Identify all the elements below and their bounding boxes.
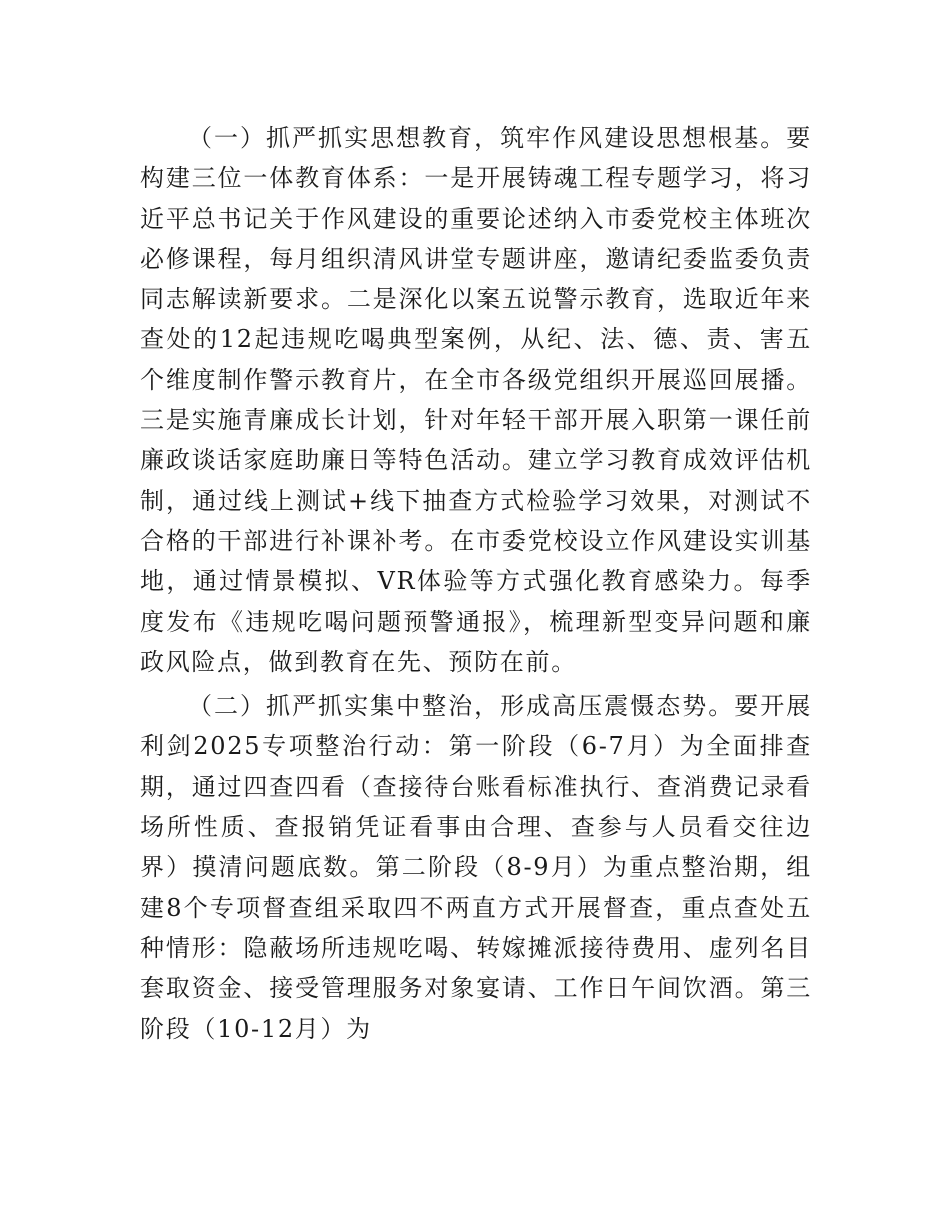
paragraph-1: （一）抓严抓实思想教育，筑牢作风建设思想根基。要构建三位一体教育体系：一是开展铸魂工程专题学习，将习近平总书记关于作风建设的重要论述纳入市委党校主体班次必修课程，每月组织清风讲堂专题讲座，邀请纪委监委负责同志解读新要求。二是深化以案五说警示教育，选取近年来查处的12起违规吃喝典型案例，从纪、法、德、责、害五个维度制作警示教育片，在全市各级党组织开展巡回展播。三是实施青廉成长计划，针对年轻干部开展入职第一课任前廉政谈话家庭助廉日等特色活动。建立学习教育成效评估机制，通过线上测试+线下抽查方式检验学习效果，对测试不合格的干部进行补课补考。在市委党校设立作风建设实训基地，通过情景模拟、VR体验等方式强化教育感染力。每季度发布《违规吃喝问题预警通报》，梳理新型变异问题和廉政风险点，做到教育在先、预防在前。 [140, 124, 812, 676]
document-page [140, 118, 812, 1049]
paragraph-2: （二）抓严抓实集中整治，形成高压震慑态势。要开展利剑2025专项整治行动：第一阶段（6-7月）为全面排查期，通过四查四看（查接待台账看标准执行、查消费记录看场所性质、查报销凭证看事由合理、查参与人员看交往边界）摸清问题底数。第二阶段（8-9月）为重点整治期，组建8个专项督查组采取四不两直方式开展督查，重点查处五种情形：隐蔽场所违规吃喝、转嫁摊派接待费用、虚列名目套取资金、接受管理服务对象宴请、工作日午间饮酒。第三阶段（10-12月）为 [140, 692, 812, 1043]
